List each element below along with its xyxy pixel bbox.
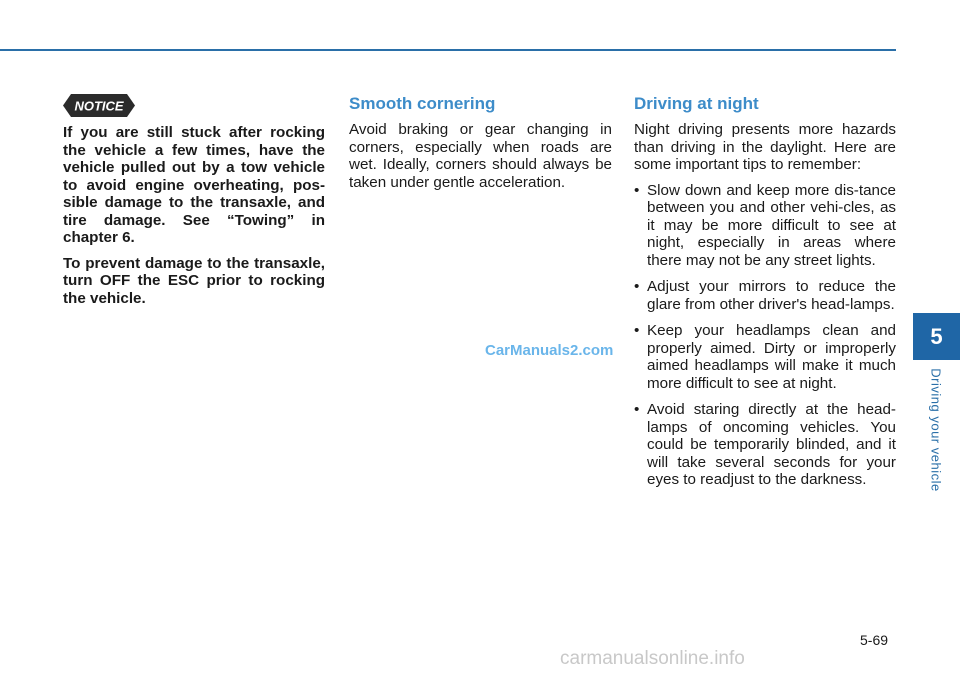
bullet: • [634, 401, 640, 418]
notice-badge-shape [63, 94, 135, 117]
notice-text [63, 124, 325, 315]
notice-paragraph: To prevent damage to the transaxle, turn OFF the ESC prior to rocking the vehicle. [63, 254, 325, 307]
chapter-tab: 5 [913, 313, 960, 360]
list-item-text: Avoid staring directly at the head-lamps of oncoming vehicles. You could be temporarily blinded, and it will take several seconds for your eyes to readjust to the darkness. [647, 401, 896, 488]
driving-at-night-section [634, 94, 896, 498]
bullet: • [634, 278, 640, 295]
bullet: • [634, 181, 640, 199]
list-item-text: Slow down and keep more dis-tance between you and other vehi-cles, as it may be more difficult to see at night, especially in areas where there may not be any street lights. [647, 181, 896, 269]
smooth-cornering-title: Smooth cornering [349, 94, 496, 113]
notice-badge [63, 94, 135, 117]
watermark-link[interactable]: CarManuals2.com [485, 342, 614, 359]
footer-watermark[interactable]: carmanualsonline.info [560, 648, 745, 669]
notice-paragraph: If you are still stuck after rocking the vehicle a few times, have the vehicle pulled out by a tow vehicle to avoid engine overheating, pos-sible damage to the transaxle, and tire damage. See “Towing” in chapter 6. [63, 124, 325, 246]
top-rule [0, 49, 896, 51]
smooth-cornering-body: Avoid braking or gear changing in corners, especially when roads are wet. Ideally, corners should always be taken under gentle acceleration. [349, 121, 612, 191]
list-item [634, 401, 896, 489]
list-item [634, 322, 896, 392]
list-item [634, 182, 896, 270]
list-item [634, 278, 896, 313]
list-item-text: Adjust your mirrors to reduce the glare from other driver's head-lamps. [647, 278, 896, 313]
bullet: • [634, 322, 640, 339]
notice-badge-label: NOTICE [74, 98, 124, 114]
page-number: 5-69 [860, 632, 889, 648]
smooth-cornering-section [349, 94, 612, 199]
driving-at-night-title: Driving at night [634, 94, 759, 113]
night-tips-list [634, 182, 896, 489]
driving-at-night-intro: Night driving presents more hazards than driving in the daylight. Here are some important tips to remember: [634, 121, 896, 173]
chapter-side-label: Driving your vehicle [928, 368, 944, 492]
list-item-text: Keep your headlamps clean and properly aimed. Dirty or improperly aimed headlamps will make it much more difficult to see at night. [647, 322, 896, 392]
